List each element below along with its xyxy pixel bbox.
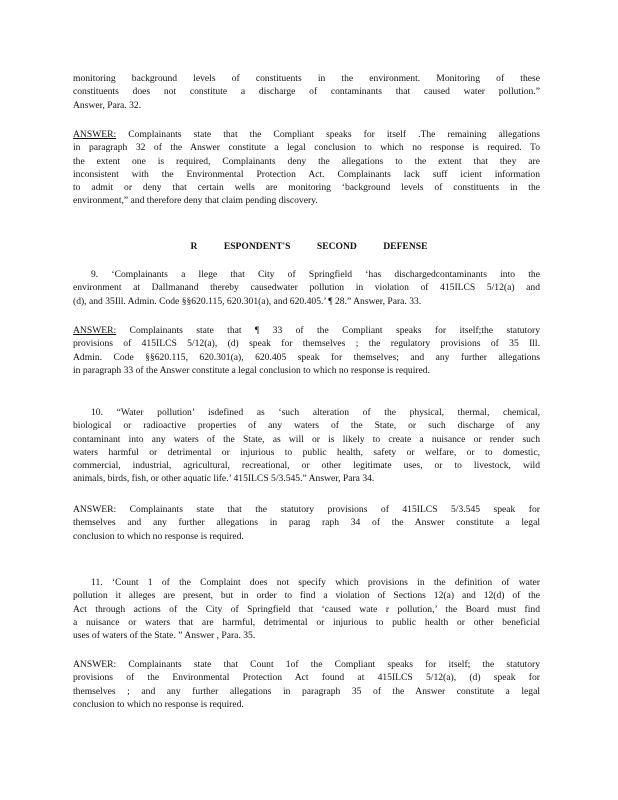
answer-label: ANSWER: — [73, 504, 117, 515]
paragraph-9 — [73, 268, 540, 308]
text-line: uses of waters of the State. ” Answer , Para. 35. — [73, 630, 256, 642]
answer-paragraph-34 — [73, 503, 540, 543]
text-line: Answer, Para. 32. — [73, 99, 142, 111]
text-line: Act through actions of the City of Springfield that ‘caused wate r pollution,’ the Board must find — [73, 603, 540, 615]
answer-paragraph-35 — [73, 658, 540, 711]
text-line: pollution it alleges are present, but in order to find a violation of Sections 12(a) and 12(d) of the — [73, 590, 540, 602]
text-line: biological or radioactive properties of any waters of the State, or such discharge of any — [73, 420, 540, 432]
text-line: ANSWER: Complainants state that the Compliant speaks for itself .The remaining allegations — [73, 129, 540, 140]
answer-label: ANSWER: — [73, 659, 117, 670]
text-line: 9. ‘Complainants a llege that City of Springfield ‘has dischargedcontaminants into the — [91, 269, 540, 280]
text-line: monitoring background levels of constituents in the environment. Monitoring of these — [73, 73, 540, 84]
text-line: animals, birds, fish, or other aquatic life.’ 415ILCS 5/3.545.” Answer, Para 34. — [73, 473, 375, 485]
text-line: commercial, industrial, agricultural, recreational, or other legitimate uses, or to livestock, wild — [73, 460, 540, 472]
text-line: 11. ‘Count 1 of the Complaint does not specify which provisions in the definition of water — [91, 577, 540, 588]
paragraph-11 — [73, 576, 540, 642]
answer-paragraph-33 — [73, 324, 540, 377]
text-line: Admin. Code §§620.115, 620.301(a), 620.405 speak for themselves; and any further allegations — [73, 351, 540, 363]
text-line: themselves and any further allegations in parag raph 34 of the Answer constitute a legal — [73, 517, 540, 529]
text-line: provisions of the Environmental Protection Act found at 415ILCS 5/12(a), (d) speak for — [73, 672, 540, 684]
answer-paragraph-32 — [73, 128, 540, 208]
intro-paragraph — [73, 72, 540, 112]
text-line: ANSWER: Complainants state that Count 1of the Compliant speaks for itself; the statutory — [73, 659, 540, 670]
text-line: to admit or deny that certain wells are monitoring ‘background levels of constituents in the — [73, 182, 540, 194]
text-line: (d), and 35Ill. Admin. Code §§620.115, 620.301(a), and 620.405.’ ¶ 28.” Answer, Para. 33. — [73, 295, 422, 307]
text-line: contaminant into any waters of the State, as will or is likely to create a nuisance or render such — [73, 433, 540, 445]
text-line: a nuisance or waters that are harmful, detrimental or injurious to public health or other beneficial — [73, 616, 540, 628]
text-line: in paragraph 32 of the Answer constitute a legal conclusion to which no response is required. To — [73, 142, 540, 154]
text-line: ANSWER: Complainants state that ¶ 33 of the Compliant speaks for itself;the statutory — [73, 325, 540, 336]
text-line: conclusion to which no response is required. — [73, 698, 244, 710]
text-line: environment,” and therefore deny that claim pending discovery. — [73, 195, 318, 207]
section-heading: R ESPONDENT'S SECOND DEFENSE — [190, 241, 428, 252]
text-line: conclusion to which no response is required. — [73, 530, 244, 542]
text-line: inconsistent with the Environmental Protection Act. Complainants lack suff icient information — [73, 168, 540, 180]
text-line: waters harmful or detrimental or injurious to public health, safety or welfare, or to domestic, — [73, 446, 540, 458]
paragraph-10 — [73, 406, 540, 486]
answer-label: ANSWER: — [73, 129, 117, 140]
text-line: the extent one is required, Complainants deny the allegations to the extent that they are — [73, 155, 540, 167]
text-line: in paragraph 33 of the Answer constitute a legal conclusion to which no response is required. — [73, 364, 431, 376]
text-line: 10. “Water pollution’ isdefined as ‘such alteration of the physical, thermal, chemical, — [91, 407, 540, 418]
text-line: provisions of 415ILCS 5/12(a), (d) speak for themselves ; the regulatory provisions of 35 Ill. — [73, 338, 540, 350]
text-line: themselves ; and any further allegations in paragraph 35 of the Answer constitute a legal — [73, 685, 540, 697]
answer-label: ANSWER: — [73, 325, 117, 336]
text-line: constituents does not constitute a discharge of contaminants that caused water pollution.” — [73, 86, 540, 98]
text-line: environment at Dallmanand thereby causedwater pollution in violation of 415ILCS 5/12(a) and — [73, 282, 540, 294]
text-line: ANSWER: Complainants state that the statutory provisions of 415ILCS 5/3.545 speak for — [73, 504, 540, 515]
